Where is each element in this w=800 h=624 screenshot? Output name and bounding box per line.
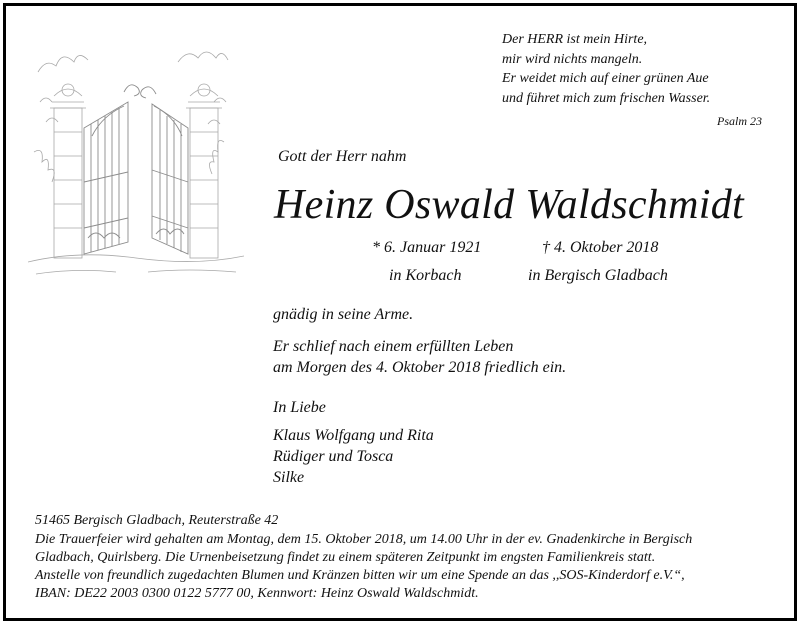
passing-line: Er schlief nach einem erfüllten Leben: [273, 338, 514, 355]
mourner-name: Klaus Wolfgang und Rita: [273, 427, 434, 444]
passing-text: [273, 336, 566, 378]
footer-address: 51465 Bergisch Gladbach, Reuterstraße 42: [35, 513, 279, 528]
death-info: [528, 234, 668, 290]
birth-place: in Korbach: [389, 267, 462, 284]
garden-gate-illustration: [28, 32, 244, 280]
footer-details: [35, 512, 785, 603]
deceased-name: Heinz Oswald Waldschmidt: [274, 182, 744, 228]
psalm-reference: Psalm 23: [717, 114, 762, 128]
footer-line: IBAN: DE22 2003 0300 0122 5777 00, Kennwort: Heinz Oswald Waldschmidt.: [35, 586, 479, 601]
embrace-line: gnädig in seine Arme.: [273, 306, 414, 323]
psalm-line: und führet mich zum frischen Wasser.: [502, 90, 711, 106]
footer-line: Anstelle von freundlich zugedachten Blumen und Kränzen bitten wir um eine Spende an das ,,SOS-Kinderdorf e.V.“,: [35, 568, 685, 583]
death-date: † 4. Oktober 2018: [542, 239, 659, 256]
psalm-quote: [502, 30, 762, 132]
birth-info: [372, 234, 481, 290]
obituary-notice: [3, 3, 797, 621]
birth-date: * 6. Januar 1921: [372, 239, 482, 256]
mourner-name: Rüdiger und Tosca: [273, 448, 394, 465]
footer-line: Die Trauerfeier wird gehalten am Montag, dem 15. Oktober 2018, um 14.00 Uhr in der ev. Gnadenkirche in Bergisch: [35, 532, 693, 547]
death-place: in Bergisch Gladbach: [528, 267, 668, 284]
mourner-name: Silke: [273, 469, 305, 486]
psalm-line: mir wird nichts mangeln.: [502, 51, 643, 67]
mourners: [273, 397, 434, 488]
psalm-line: Der HERR ist mein Hirte,: [502, 32, 648, 47]
intro-phrase: Gott der Herr nahm: [278, 148, 407, 165]
passing-line: am Morgen des 4. Oktober 2018 friedlich ein.: [273, 359, 567, 376]
psalm-line: Er weidet mich auf einer grünen Aue: [502, 71, 709, 86]
mourners-heading: In Liebe: [273, 399, 326, 416]
footer-line: Gladbach, Quirlsberg. Die Urnenbeisetzung findet zu einem späteren Zeitpunkt im engsten Familienkreis statt.: [35, 550, 656, 565]
